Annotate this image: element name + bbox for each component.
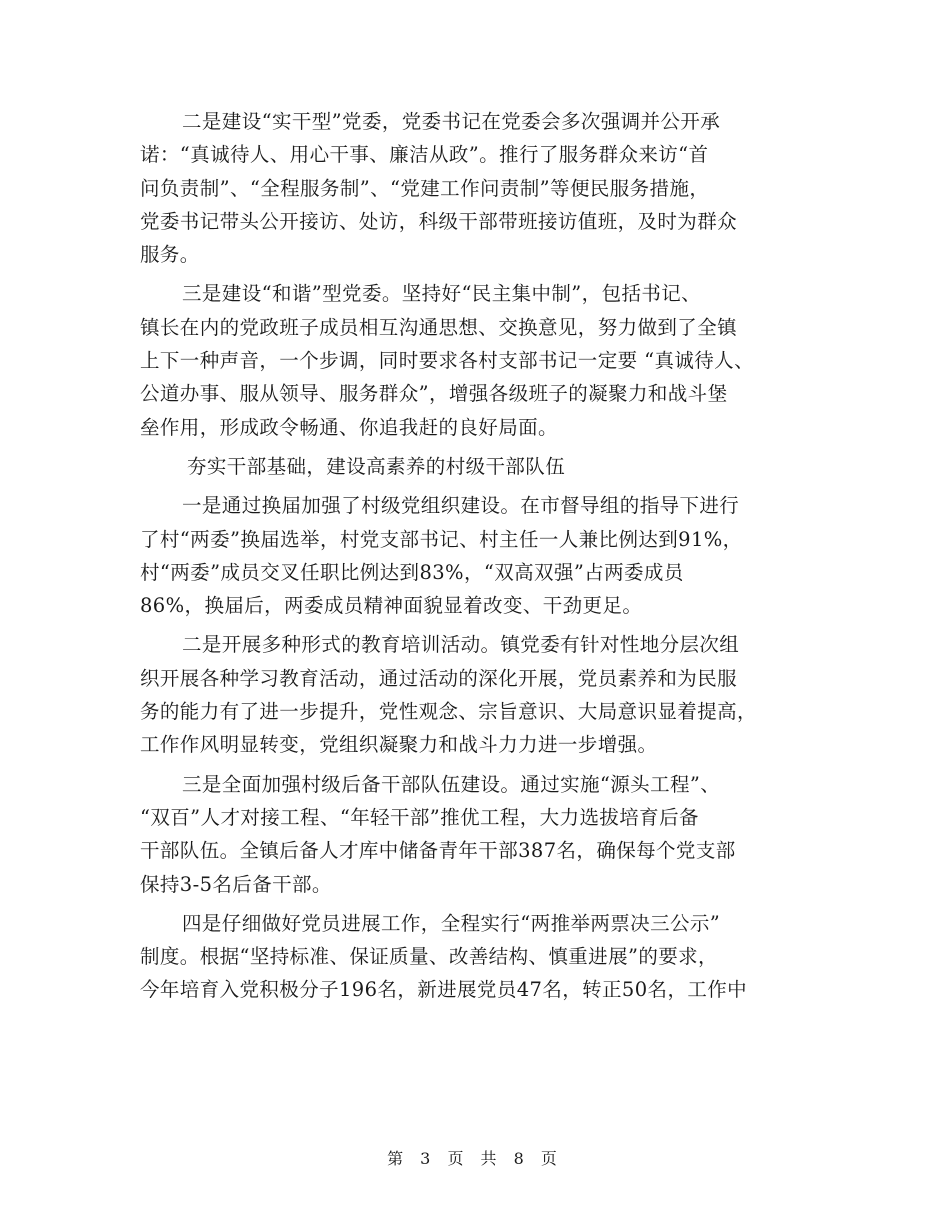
text-line: 三是建设“和谐”型党委。坚持好“民主集中制”，包括书记、 (182, 282, 702, 306)
section-heading (140, 450, 812, 483)
text-line: 村“两委”成员交叉任职比例达到83%，“双高双强”占两委成员 (140, 560, 684, 584)
text-line: 党委书记带头公开接访、处访，科级干部带班接访值班，及时为群众 (140, 209, 738, 233)
page-number-footer: 第 3 页 共 8 页 (387, 1149, 563, 1168)
paragraph-5 (140, 768, 812, 901)
paragraph-6 (140, 907, 812, 1007)
text-line: 制度。根据“坚持标准、保证质量、改善结构、慎重进展”的要求， (140, 945, 718, 969)
text-line: 一是通过换届加强了村级党组织建设。在市督导组的指导下进行 (182, 494, 740, 518)
text-line: 上下一种声音，一个步调，同时要求各村支部书记一定要 “真诚待人、 (140, 349, 754, 373)
text-line: 务的能力有了进一步提升，党性观念、宗旨意识、大局意识显着提高， (140, 700, 757, 724)
text-line: 四是仔细做好党员进展工作，全程实行“两推举两票决三公示” (182, 911, 721, 935)
text-line: 垒作用，形成政令畅通、你追我赶的良好局面。 (140, 415, 558, 439)
text-line: 公道办事、服从领导、服务群众”，增强各级班子的凝聚力和战斗堡 (140, 382, 728, 406)
paragraph-1 (140, 105, 812, 271)
text-line: 了村“两委”换届选举，村党支部书记、村主任一人兼比例达到91%， (140, 527, 743, 551)
text-line: 二是开展多种形式的教育培训活动。镇党委有针对性地分层次组 (182, 633, 740, 657)
text-line: 二是建设“实干型”党委，党委书记在党委会多次强调并公开承 (182, 110, 721, 133)
text-line: 保持3-5名后备干部。 (140, 872, 332, 896)
text-line: 诺：“真诚待人、用心干事、廉洁从政”。推行了服务群众来访“首 (140, 143, 709, 167)
text-line: 服务。 (140, 243, 200, 267)
paragraph-4 (140, 628, 812, 761)
text-line: 织开展各种学习教育活动，通过活动的深化开展，党员素养和为民服 (140, 666, 738, 690)
text-line: 镇长在内的党政班子成员相互沟通思想、交换意见，努力做到了全镇 (140, 315, 738, 339)
paragraph-2 (140, 277, 812, 443)
text-line: 86%，换届后，两委成员精神面貌显着改变、干劲更足。 (140, 594, 643, 618)
text-line: “双百”人才对接工程、“年轻干部”推优工程，大力选拔培育后备 (140, 805, 699, 829)
text-line: 干部队伍。全镇后备人才库中储备青年干部387名，确保每个党支部 (140, 839, 736, 863)
text-line: 问负责制”、“全程服务制”、“党建工作问责制”等便民服务措施， (140, 176, 710, 200)
paragraph-3 (140, 489, 812, 622)
heading-line: 夯实干部基础，建设高素养的村级干部队伍 (187, 454, 566, 478)
text-line: 三是全面加强村级后备干部队伍建设。通过实施“源头工程”、 (182, 772, 721, 796)
text-line: 工作作风明显转变，党组织凝聚力和战斗力力进一步增强。 (140, 733, 658, 757)
document-body (140, 105, 812, 1013)
text-line: 今年培育入党积极分子196名，新进展党员47名，转正50名，工作中 (140, 978, 748, 1002)
